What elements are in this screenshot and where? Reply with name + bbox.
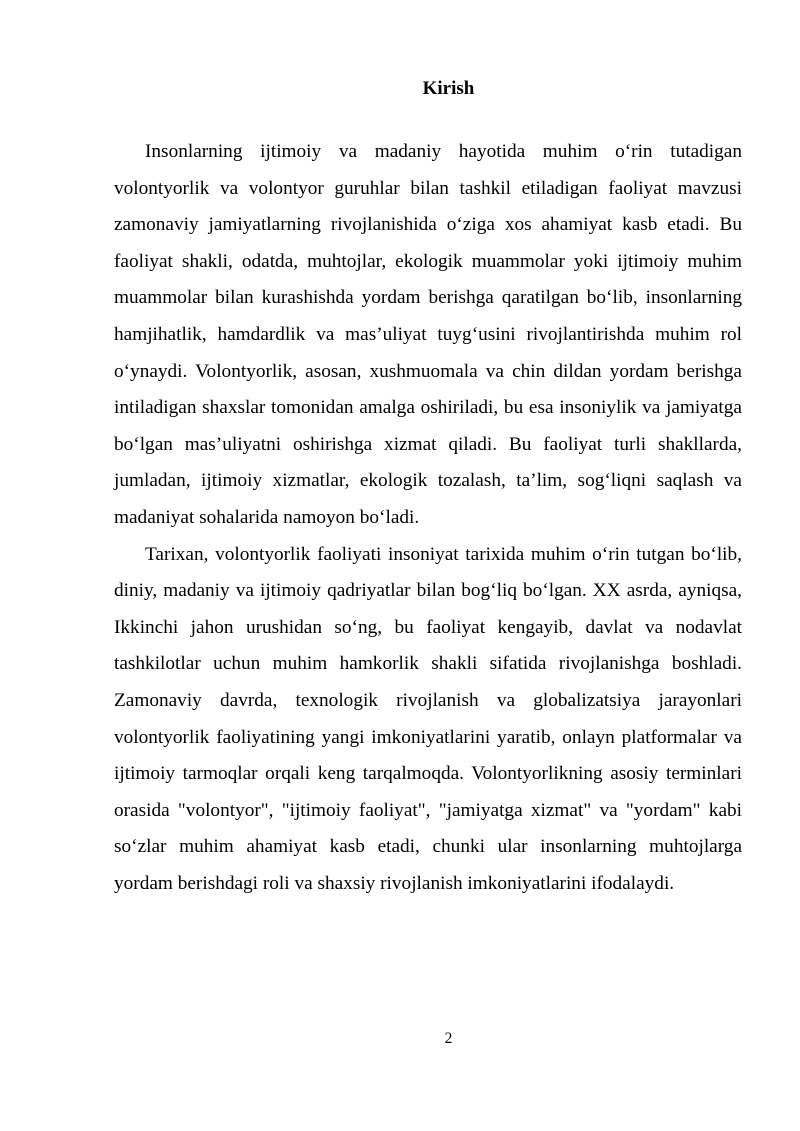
- page-title: Kirish: [422, 78, 475, 99]
- page-number: 2: [444, 1030, 453, 1047]
- paragraph-intro: Insonlarning ijtimoiy va madaniy hayotida muhim o‘rin tutadigan volontyorlik va volontyor guruhlar bilan tashkil etiladigan faoliyat mavzusi zamonaviy jamiyatlarning rivojlanishida o‘ziga xos ahamiyat kasb etadi. Bu faoliyat shakli, odatda, muhtojlar, ekologik muammolar yoki ijtimoiy muhim muammolar bilan kurashishda yordam berishga qaratilgan bo‘lib, insonlarning hamjihatlik, hamdardlik va mas’uliyat tuyg‘usini rivojlantirishda muhim rol o‘ynaydi. Volontyorlik, asosan, xushmuomala va chin dildan yordam berishga intiladigan shaxslar tomonidan amalga oshiriladi, bu esa insoniylik va jamiyatga bo‘lgan mas’uliyatni oshirishga xizmat qiladi. Bu faoliyat turli shakllarda, jumladan, ijtimoiy xizmatlar, ekologik tozalash, ta’lim, sog‘liqni saqlash va madaniyat sohalarida namoyon bo‘ladi.: [114, 141, 742, 528]
- paragraph-history: Tarixan, volontyorlik faoliyati insoniyat tarixida muhim o‘rin tutgan bo‘lib, diniy, madaniy va ijtimoiy qadriyatlar bilan bog‘liq bo‘lgan. XX asrda, ayniqsa, Ikkinchi jahon urushidan so‘ng, bu faoliyat kengayib, davlat va nodavlat tashkilotlar uchun muhim hamkorlik shakli sifatida rivojlanishga boshladi. Zamonaviy davrda, texnologik rivojlanish va globalizatsiya jarayonlari volontyorlik faoliyatining yangi imkoniyatlarini yaratib, onlayn platformalar va ijtimoiy tarmoqlar orqali keng tarqalmoqda. Volontyorlikning asosiy terminlari orasida "volontyor", "ijtimoiy faoliyat", "jamiyatga xizmat" va "yordam" kabi so‘zlar muhim ahamiyat kasb etadi, chunki ular insonlarning muhtojlarga yordam berishdagi roli va shaxsiy rivojlanish imkoniyatlarini ifodalaydi.: [114, 543, 742, 894]
- document-body: [114, 134, 742, 902]
